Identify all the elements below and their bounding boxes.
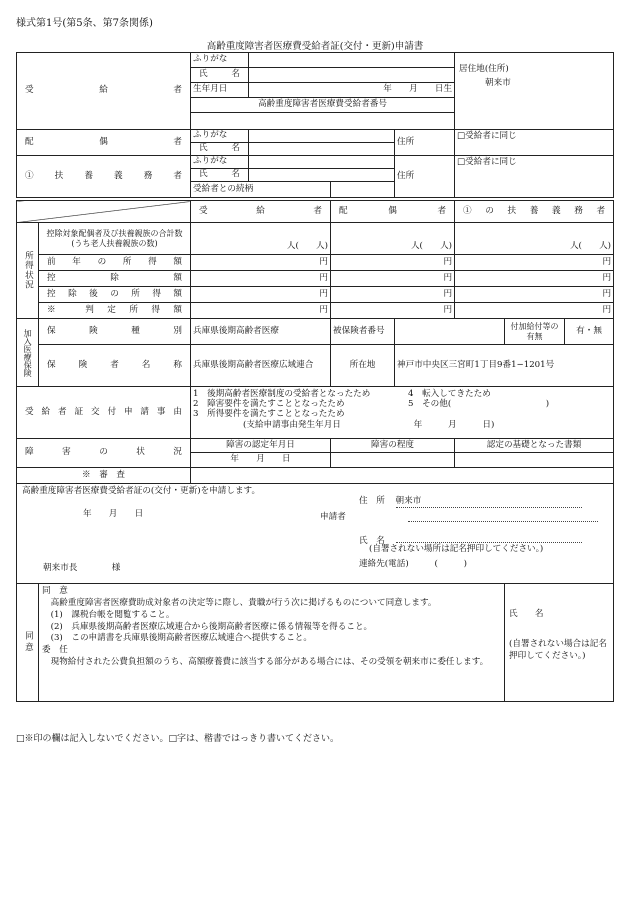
consent-text: 高齢重度障害者医療費助成対象者の決定等に際し、貴職が行う次に掲げるものについて同意します。 bbox=[50, 597, 437, 608]
declaration-applicant-label: 申請者 bbox=[320, 512, 346, 522]
insurance-number-field[interactable] bbox=[395, 319, 505, 345]
declaration-name-label: 氏 名 bbox=[359, 536, 385, 546]
income-deps-spouse[interactable]: 人( 人) bbox=[331, 223, 455, 255]
disability-basis-field[interactable] bbox=[455, 453, 614, 468]
declaration-address-label: 住 所 bbox=[359, 496, 385, 506]
insurance-extra-label: 付加給付等の有無 bbox=[505, 319, 565, 345]
reason-date-label: (支給申請事由発生年月日 bbox=[243, 419, 341, 430]
insurance-type-label: 保険種別 bbox=[39, 319, 191, 345]
insurance-location-value: 神戸市中央区三宮町1丁目9番1−1201号 bbox=[395, 345, 614, 387]
income-col-recipient: 受 給 者 bbox=[191, 201, 331, 223]
review-field bbox=[191, 468, 614, 484]
applicant-birth-field[interactable]: 年 月 日生 bbox=[249, 83, 455, 98]
applicant-address-label: 居住地(住所) bbox=[459, 64, 509, 74]
spouse-label: 配 偶 者 bbox=[17, 130, 191, 156]
insurance-extra-toggle[interactable]: 有・無 bbox=[565, 319, 614, 345]
income-cell[interactable]: 円 bbox=[455, 287, 614, 303]
income-cell[interactable]: 円 bbox=[455, 303, 614, 319]
reason-options bbox=[191, 387, 614, 439]
income-col-spouse: 配 偶 者 bbox=[331, 201, 455, 223]
disability-cert-date-label: 障害の認定年月日 bbox=[191, 439, 331, 453]
supporter-address-label: 住所 bbox=[395, 156, 455, 198]
consent-signature-cell[interactable] bbox=[505, 584, 614, 702]
spouse-address-label: 住所 bbox=[395, 130, 455, 156]
reason-item-1[interactable]: 1 後期高齢者医療制度の受給者となったため bbox=[193, 389, 371, 399]
consent-heading: 同 意 bbox=[42, 586, 68, 596]
spouse-furigana-field[interactable] bbox=[249, 130, 395, 143]
income-cell[interactable]: 円 bbox=[331, 255, 455, 271]
declaration-contact[interactable]: 連絡先(電話) ( ) bbox=[359, 559, 467, 569]
income-deps-recipient[interactable]: 人( 人) bbox=[191, 223, 331, 255]
supporter-furigana-label: ふりがな bbox=[191, 156, 249, 169]
income-header-diagonal bbox=[17, 201, 191, 223]
supporter-relation-label: 受給者との続柄 bbox=[191, 182, 331, 198]
consent-body bbox=[39, 584, 505, 702]
applicant-name-field[interactable] bbox=[249, 68, 455, 83]
delegation-heading: 委 任 bbox=[42, 645, 68, 656]
form-number: 様式第1号(第5条、第7条関係) bbox=[16, 18, 153, 29]
income-cell[interactable]: 円 bbox=[331, 271, 455, 287]
insurance-location-label: 所在地 bbox=[331, 345, 395, 387]
insurance-insurer-label: 保険者名称 bbox=[39, 345, 191, 387]
consent-name-label: 氏 名 bbox=[509, 609, 544, 619]
applicant-city: 朝来市 bbox=[485, 77, 511, 88]
applicant-birth-label: 生年月日 bbox=[191, 83, 249, 98]
applicant-name-label: 氏 名 bbox=[191, 68, 249, 83]
declaration-statement: 高齢重度障害者医療費受給者証の(交付・更新)を申請します。 bbox=[22, 486, 261, 496]
declaration-block bbox=[17, 484, 614, 584]
insurance-type-value: 兵庫県後期高齢者医療 bbox=[191, 319, 331, 345]
spouse-furigana-label: ふりがな bbox=[191, 130, 249, 143]
reason-item-2[interactable]: 2 障害要件を満たすこととなったため bbox=[193, 398, 345, 409]
consent-seal-note: (自署されない場合は記名押印してください。) bbox=[509, 638, 607, 661]
reason-item-4[interactable]: 4 転入してきたため bbox=[408, 389, 491, 399]
supporter-furigana-field[interactable] bbox=[249, 156, 395, 169]
disability-cert-date-field[interactable]: 年 月 日 bbox=[191, 453, 331, 468]
supporter-label: ① 扶 養 義 務 者 bbox=[17, 156, 191, 198]
supporter-name-field[interactable] bbox=[249, 169, 395, 182]
declaration-address-line2[interactable] bbox=[408, 521, 598, 522]
disability-degree-label: 障害の程度 bbox=[331, 439, 455, 453]
income-cell[interactable]: 円 bbox=[191, 255, 331, 271]
footnote: □※印の欄は記入しないでください。□字は、楷書ではっきり書いてください。 bbox=[16, 734, 340, 744]
income-row-label: 控除後の所得額 bbox=[39, 287, 191, 303]
insurance-insurer-value: 兵庫県後期高齢者医療広域連合 bbox=[191, 345, 331, 387]
spouse-same-checkbox[interactable]: □受給者に同じ bbox=[455, 130, 614, 156]
declaration-seal-note: (自署されない場所は記名押印してください。) bbox=[369, 544, 544, 554]
applicant-label: 受 給 者 bbox=[17, 53, 191, 130]
consent-item-3: (3) この申請書を兵庫県後期高齢者医療広域連合へ提供すること。 bbox=[50, 633, 312, 644]
applicant-furigana-label: ふりがな bbox=[191, 53, 249, 68]
applicant-id-field[interactable] bbox=[191, 113, 455, 130]
consent-item-1: (1) 課税台帳を閲覧すること。 bbox=[50, 609, 175, 620]
consent-side-label: 同意 bbox=[17, 584, 39, 702]
income-row-label: 控除額 bbox=[39, 271, 191, 287]
income-cell[interactable]: 円 bbox=[455, 255, 614, 271]
declaration-mayor: 朝来市長 様 bbox=[43, 563, 121, 573]
income-row-label: ※ 判定所得額 bbox=[39, 303, 191, 319]
reason-item-5[interactable]: 5 その他( ) bbox=[408, 398, 550, 409]
income-section-label: 所得状況 bbox=[17, 223, 39, 319]
applicant-furigana-field[interactable] bbox=[249, 53, 455, 68]
disability-label: 障害の状況 bbox=[17, 439, 191, 468]
income-cell[interactable]: 円 bbox=[191, 287, 331, 303]
income-deps-line1: 控除対象配偶者及び扶養親族の合計数 bbox=[46, 229, 183, 239]
reason-date-field[interactable]: 年 月 日) bbox=[413, 419, 495, 430]
income-cell[interactable]: 円 bbox=[455, 271, 614, 287]
supporter-name-label: 氏 名 bbox=[191, 169, 249, 182]
disability-degree-field[interactable] bbox=[331, 453, 455, 468]
applicant-address-cell[interactable] bbox=[455, 53, 614, 130]
supporter-same-checkbox[interactable]: □受給者に同じ bbox=[455, 156, 614, 198]
income-row-label: 前年の所得額 bbox=[39, 255, 191, 271]
income-cell[interactable]: 円 bbox=[331, 303, 455, 319]
delegation-text: 現物給付された公費負担額のうち、高額療養費に該当する部分がある場合には、その受領を朝来市に委任します。 bbox=[50, 657, 489, 668]
main-form-table bbox=[16, 52, 614, 702]
income-cell[interactable]: 円 bbox=[331, 287, 455, 303]
insurance-number-label: 被保険者番号 bbox=[331, 319, 395, 345]
insurance-section-label: 加入医療保険 bbox=[17, 319, 39, 387]
reason-label: 受給者証交付申請事由 bbox=[17, 387, 191, 439]
disability-basis-label: 認定の基礎となった書類 bbox=[455, 439, 614, 453]
reason-item-3[interactable]: 3 所得要件を満たすこととなったため bbox=[193, 408, 345, 419]
income-col-supporter: ①の扶養義務者 bbox=[455, 201, 614, 223]
income-deps-line2: (うち老人扶養親族の数) bbox=[71, 238, 158, 248]
spouse-name-label: 氏 名 bbox=[191, 143, 249, 156]
form-title: 高齢重度障害者医療費受給者証(交付・更新)申請書 bbox=[206, 41, 424, 52]
declaration-address-value: 朝来市 bbox=[395, 496, 422, 506]
income-cell[interactable]: 円 bbox=[191, 303, 331, 319]
spouse-name-field[interactable] bbox=[249, 143, 395, 156]
income-deps-supporter[interactable]: 人( 人) bbox=[455, 223, 614, 255]
applicant-id-label: 高齢重度障害者医療費受給者番号 bbox=[191, 98, 455, 113]
declaration-name-field[interactable] bbox=[396, 531, 582, 543]
consent-item-2: (2) 兵庫県後期高齢者医療広域連合から後期高齢者医療に係る情報等を得ること。 bbox=[50, 621, 373, 632]
declaration-address-row bbox=[359, 497, 601, 508]
income-deps-label bbox=[39, 223, 191, 255]
review-label: ※ 審 査 bbox=[17, 468, 191, 484]
income-cell[interactable]: 円 bbox=[191, 271, 331, 287]
declaration-address-field[interactable] bbox=[396, 497, 582, 508]
supporter-relation-field[interactable] bbox=[331, 182, 395, 198]
declaration-date[interactable]: 年 月 日 bbox=[83, 509, 144, 519]
